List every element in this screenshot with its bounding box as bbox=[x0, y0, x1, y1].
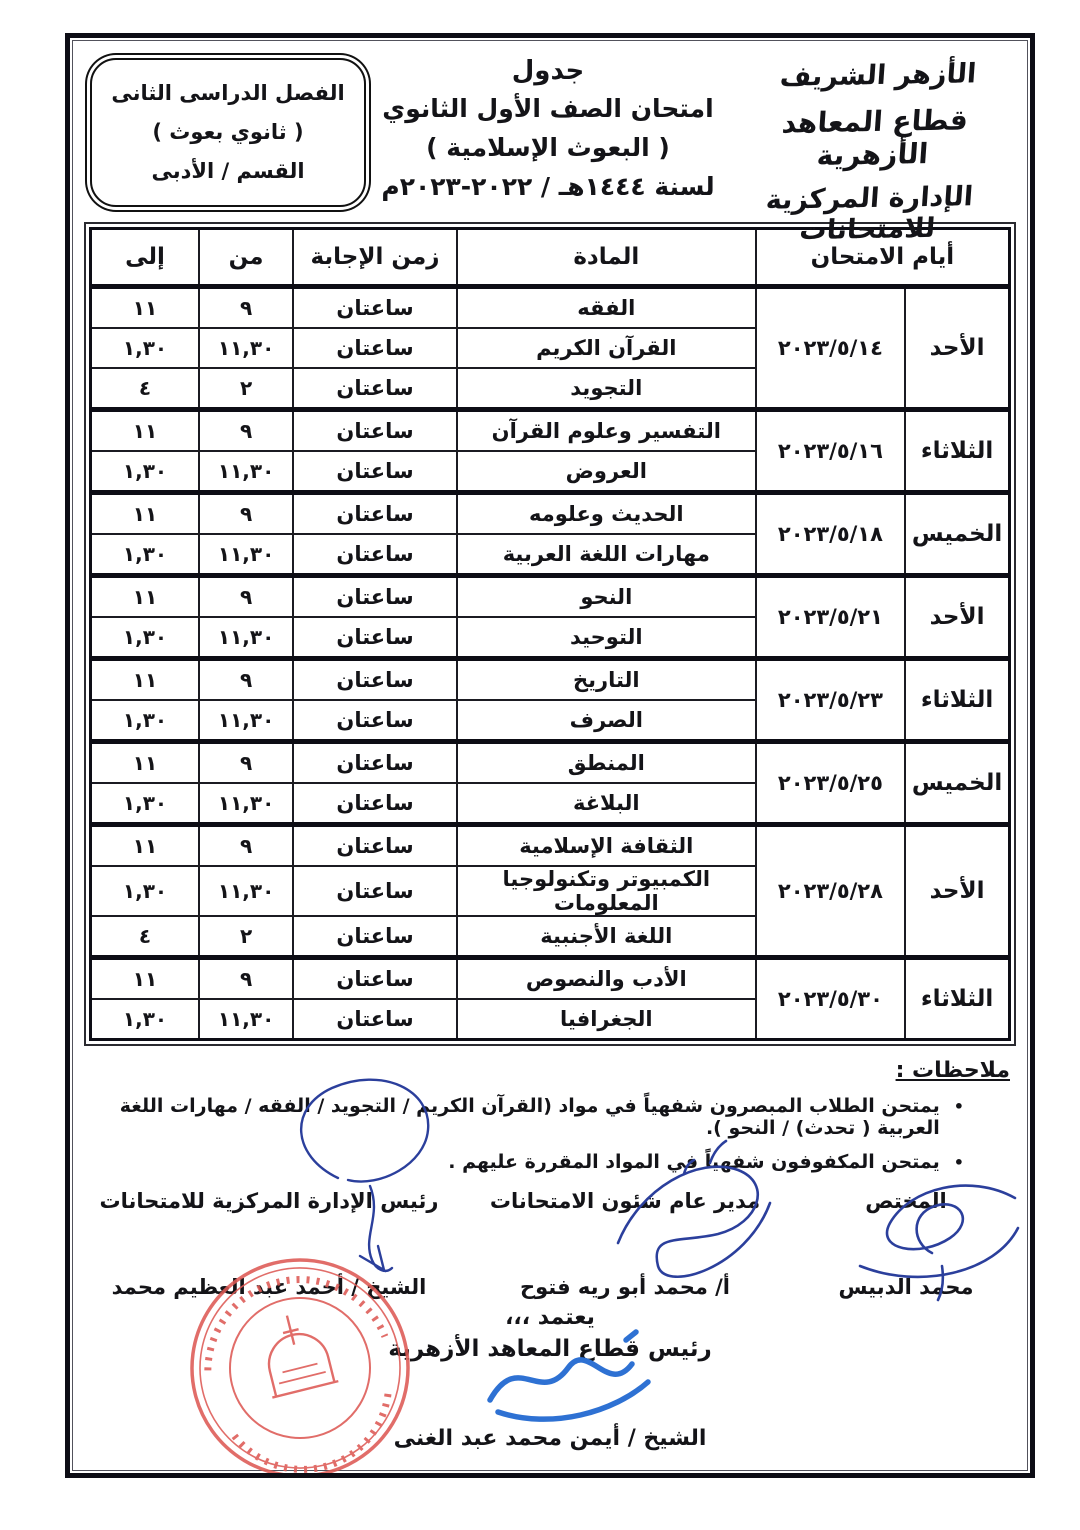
col-header-duration: زمن الإجابة bbox=[293, 229, 457, 287]
document-header bbox=[84, 52, 1016, 247]
duration-cell: ساعتان bbox=[293, 451, 457, 493]
day-cell: الخميس bbox=[905, 742, 1009, 825]
num from-cell: ٩ bbox=[199, 742, 293, 784]
duration-cell: ساعتان bbox=[293, 866, 457, 916]
duration-cell: ساعتان bbox=[293, 534, 457, 576]
num to-cell: ١١ bbox=[91, 576, 200, 618]
bullet-icon: • bbox=[953, 1097, 964, 1116]
signature-central-admin-head bbox=[94, 1189, 444, 1299]
duration-cell: ساعتان bbox=[293, 916, 457, 958]
duration-cell: ساعتان bbox=[293, 825, 457, 867]
document-page bbox=[65, 33, 1035, 1478]
col-header-to: إلى bbox=[91, 229, 200, 287]
subject-cell: اللغة الأجنبية bbox=[457, 916, 756, 958]
logo-line: الأزهر الشريف bbox=[778, 58, 978, 93]
date-cell: ٢٠٢٣/٥/١٤ bbox=[756, 287, 905, 410]
num to-cell: ١,٣٠ bbox=[91, 617, 200, 659]
page-title bbox=[366, 52, 730, 201]
col-header-exam-days: أيام الامتحان bbox=[756, 229, 1010, 287]
num from-cell: ١١,٣٠ bbox=[199, 700, 293, 742]
subject-cell: المنطق bbox=[457, 742, 756, 784]
duration-cell: ساعتان bbox=[293, 328, 457, 368]
date-cell: ٢٠٢٣/٥/٢٥ bbox=[756, 742, 905, 825]
num to-cell: ١,٣٠ bbox=[91, 866, 200, 916]
note-text: يمتحن الطلاب المبصرون شفهياً في مواد (القرآن الكريم / التجويد / الفقه / مهارات اللغة العربية ( تحدث) / النحو ). bbox=[119, 1095, 940, 1139]
term-line: ( ثانوي بعوث ) bbox=[152, 119, 304, 144]
num to-cell: ١١ bbox=[91, 742, 200, 784]
term-line: الفصل الدراسى الثانى bbox=[111, 81, 345, 105]
subject-cell: الصرف bbox=[457, 700, 756, 742]
duration-cell: ساعتان bbox=[293, 783, 457, 825]
num from-cell: ٩ bbox=[199, 958, 293, 1000]
num from-cell: ١١,٣٠ bbox=[199, 866, 293, 916]
num from-cell: ١١,٣٠ bbox=[199, 534, 293, 576]
notes-title: ملاحظات : bbox=[895, 1058, 1010, 1083]
duration-cell: ساعتان bbox=[293, 576, 457, 618]
notes-section bbox=[84, 1058, 1016, 1175]
logo-line: الإدارة المركزية للامتحانات bbox=[764, 181, 975, 247]
day-cell: الثلاثاء bbox=[905, 958, 1009, 1040]
approval-name: الشيخ / أيمن محمد عبد الغنى bbox=[393, 1426, 707, 1451]
table-row bbox=[91, 825, 1010, 867]
num from-cell: ١١,٣٠ bbox=[199, 999, 293, 1040]
num to-cell: ١,٣٠ bbox=[91, 328, 200, 368]
approval-word: يعتمد ،،، bbox=[505, 1305, 595, 1330]
subject-cell: الثقافة الإسلامية bbox=[457, 825, 756, 867]
table-row bbox=[91, 742, 1010, 784]
date-cell: ٢٠٢٣/٥/١٦ bbox=[756, 410, 905, 493]
day-cell: الأحد bbox=[905, 576, 1009, 659]
num from-cell: ٩ bbox=[199, 576, 293, 618]
date-cell: ٢٠٢٣/٥/٢١ bbox=[756, 576, 905, 659]
subject-cell: الحديث وعلومه bbox=[457, 493, 756, 535]
num to-cell: ١١ bbox=[91, 958, 200, 1000]
num from-cell: ١١,٣٠ bbox=[199, 328, 293, 368]
num to-cell: ١١ bbox=[91, 410, 200, 452]
azhar-calligraphy-logo bbox=[723, 50, 1023, 248]
day-cell: الثلاثاء bbox=[905, 659, 1009, 742]
title-exam-line: امتحان الصف الأول الثانوي bbox=[382, 94, 714, 123]
date-cell: ٢٠٢٣/٥/١٨ bbox=[756, 493, 905, 576]
subject-cell: العروض bbox=[457, 451, 756, 493]
col-header-subject: المادة bbox=[457, 229, 756, 287]
table-row bbox=[91, 576, 1010, 618]
duration-cell: ساعتان bbox=[293, 659, 457, 701]
date-cell: ٢٠٢٣/٥/٢٣ bbox=[756, 659, 905, 742]
duration-cell: ساعتان bbox=[293, 958, 457, 1000]
term-line: القسم / الأدبى bbox=[151, 158, 305, 183]
num from-cell: ٢ bbox=[199, 368, 293, 410]
day-cell: الخميس bbox=[905, 493, 1009, 576]
col-header-from: من bbox=[199, 229, 293, 287]
signature-name: أ/ محمد أبو ريه فتوح bbox=[519, 1275, 731, 1299]
num to-cell: ٤ bbox=[91, 368, 200, 410]
note-text: يمتحن المكفوفون شفهياً في المواد المقررة عليهم . bbox=[448, 1151, 940, 1173]
approval-title: رئيس قطاع المعاهد الأزهرية bbox=[388, 1336, 712, 1362]
signature-title: مدير عام شئون الامتحانات bbox=[489, 1189, 761, 1213]
num from-cell: ١١,٣٠ bbox=[199, 451, 293, 493]
note-item bbox=[90, 1151, 1010, 1175]
num to-cell: ١,٣٠ bbox=[91, 999, 200, 1040]
subject-cell: الفقه bbox=[457, 287, 756, 329]
table-row bbox=[91, 410, 1010, 452]
subject-cell: التجويد bbox=[457, 368, 756, 410]
duration-cell: ساعتان bbox=[293, 368, 457, 410]
num to-cell: ١,٣٠ bbox=[91, 700, 200, 742]
num from-cell: ٩ bbox=[199, 287, 293, 329]
exam-schedule-table bbox=[89, 227, 1011, 1041]
num to-cell: ١١ bbox=[91, 287, 200, 329]
num from-cell: ١١,٣٠ bbox=[199, 783, 293, 825]
num from-cell: ٢ bbox=[199, 916, 293, 958]
table-row bbox=[91, 659, 1010, 701]
schedule-table-body bbox=[91, 287, 1010, 1040]
subject-cell: النحو bbox=[457, 576, 756, 618]
table-row bbox=[91, 958, 1010, 1000]
day-cell: الأحد bbox=[905, 825, 1009, 958]
title-word: جدول bbox=[511, 56, 585, 86]
bullet-icon: • bbox=[953, 1153, 964, 1172]
num from-cell: ٩ bbox=[199, 493, 293, 535]
subject-cell: التاريخ bbox=[457, 659, 756, 701]
term-box bbox=[90, 58, 366, 207]
signature-title: المختص bbox=[865, 1189, 947, 1213]
signature-exams-director bbox=[475, 1189, 775, 1299]
num to-cell: ١١ bbox=[91, 659, 200, 701]
duration-cell: ساعتان bbox=[293, 999, 457, 1040]
subject-cell: الكمبيوتر وتكنولوجيا المعلومات bbox=[457, 866, 756, 916]
signatures-row bbox=[84, 1189, 1016, 1299]
subject-cell: مهارات اللغة العربية bbox=[457, 534, 756, 576]
num from-cell: ٩ bbox=[199, 659, 293, 701]
subject-cell: التفسير وعلوم القرآن bbox=[457, 410, 756, 452]
signature-name: محمد الدبيس bbox=[838, 1275, 974, 1299]
num to-cell: ١١ bbox=[91, 493, 200, 535]
duration-cell: ساعتان bbox=[293, 617, 457, 659]
signature-name: الشيخ / أحمد عبد العظيم محمد bbox=[111, 1275, 427, 1299]
title-year-line: لسنة ١٤٤٤هـ / ٢٠٢٢-٢٠٢٣م bbox=[381, 172, 715, 201]
signature-title: رئيس الإدارة المركزية للامتحانات bbox=[99, 1189, 439, 1213]
approval-block bbox=[84, 1305, 1016, 1451]
duration-cell: ساعتان bbox=[293, 410, 457, 452]
duration-cell: ساعتان bbox=[293, 493, 457, 535]
date-cell: ٢٠٢٣/٥/٢٨ bbox=[756, 825, 905, 958]
subject-cell: التوحيد bbox=[457, 617, 756, 659]
schedule-table-wrap bbox=[84, 222, 1016, 1046]
duration-cell: ساعتان bbox=[293, 742, 457, 784]
day-cell: الثلاثاء bbox=[905, 410, 1009, 493]
num to-cell: ١١ bbox=[91, 825, 200, 867]
table-row bbox=[91, 287, 1010, 329]
date-cell: ٢٠٢٣/٥/٣٠ bbox=[756, 958, 905, 1040]
duration-cell: ساعتان bbox=[293, 700, 457, 742]
num from-cell: ١١,٣٠ bbox=[199, 617, 293, 659]
signature-specialist bbox=[806, 1189, 1006, 1299]
subject-cell: الجغرافيا bbox=[457, 999, 756, 1040]
num to-cell: ١,٣٠ bbox=[91, 783, 200, 825]
table-row bbox=[91, 493, 1010, 535]
day-cell: الأحد bbox=[905, 287, 1009, 410]
duration-cell: ساعتان bbox=[293, 287, 457, 329]
subject-cell: البلاغة bbox=[457, 783, 756, 825]
note-item bbox=[90, 1095, 1010, 1139]
subject-cell: القرآن الكريم bbox=[457, 328, 756, 368]
logo-line: قطاع المعاهد الأزهرية bbox=[780, 103, 970, 172]
num from-cell: ٩ bbox=[199, 410, 293, 452]
num from-cell: ٩ bbox=[199, 825, 293, 867]
num to-cell: ٤ bbox=[91, 916, 200, 958]
title-track-line: ( البعوث الإسلامية ) bbox=[426, 133, 670, 162]
num to-cell: ١,٣٠ bbox=[91, 534, 200, 576]
subject-cell: الأدب والنصوص bbox=[457, 958, 756, 1000]
num to-cell: ١,٣٠ bbox=[91, 451, 200, 493]
